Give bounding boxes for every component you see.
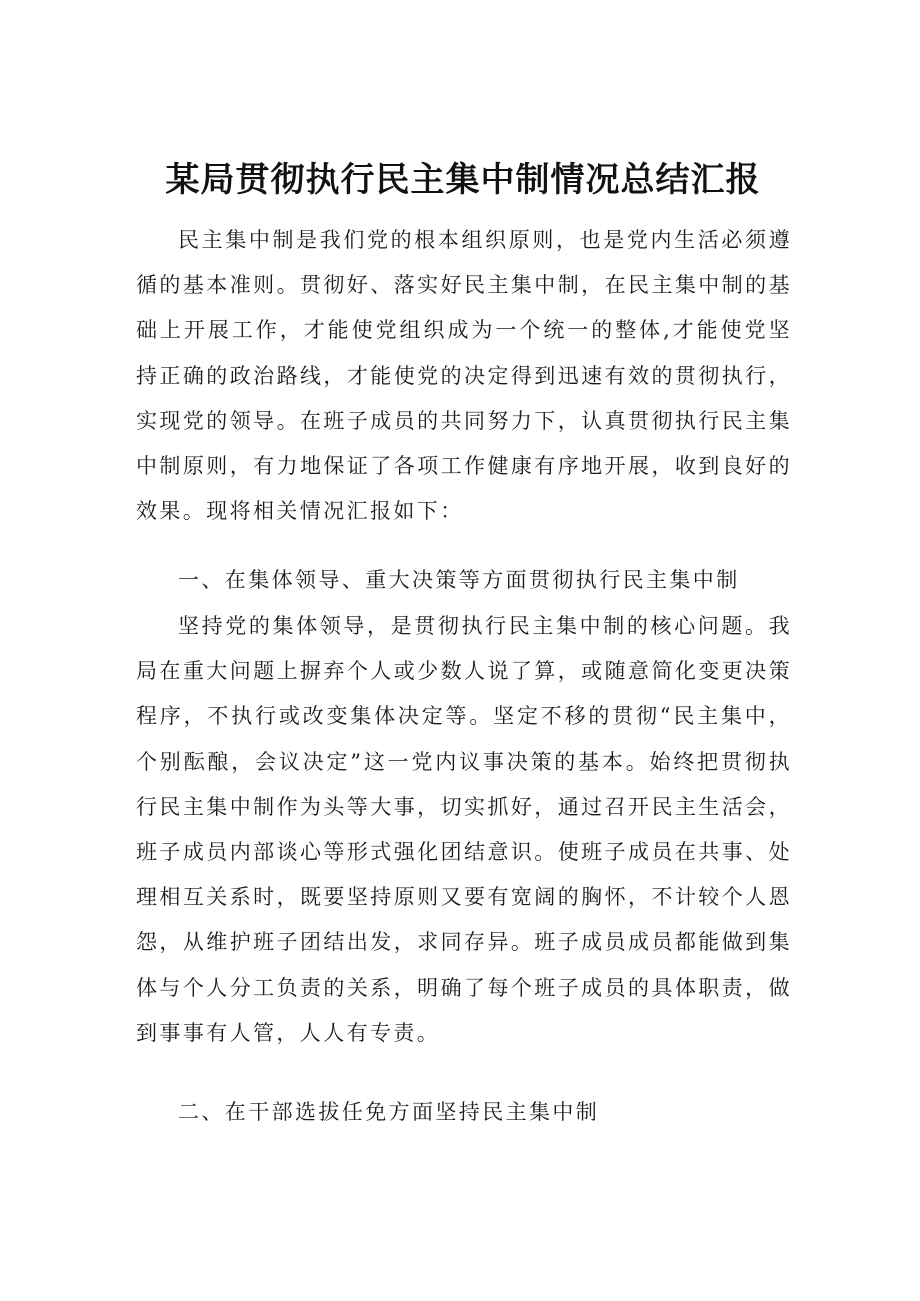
section-heading-1 (136, 558, 792, 603)
paragraph-intro-text: 民主集中制是我们党的根本组织原则，也是党内生活必须遵循的基本准则。贯彻好、落实好民主集中制，在民主集中制的基础上开展工作，才能使党组织成为一个统一的整体,才能使党坚持正确的政治路线，才能使党的决定得到迅速有效的贯彻执行，实现党的领导。在班子成员的共同努力下，认真贯彻执行民主集中制原则，有力地保证了各项工作健康有序地开展，收到良好的效果。现将相关情况汇报如下： (136, 228, 792, 524)
paragraph-section-1 (136, 604, 792, 1056)
section-heading-2 (136, 1090, 792, 1135)
paragraph-section-1-text: 坚持党的集体领导，是贯彻执行民主集中制的核心问题。我局在重大问题上摒弃个人或少数人说了算，或随意简化变更决策程序，不执行或改变集体决定等。坚定不移的贯彻“民主集中，个别酝酿，会议决定”这一党内议事决策的基本。始终把贯彻执行民主集中制作为头等大事，切实抓好，通过召开民主生活会，班子成员内部谈心等形式强化团结意识。使班子成员在共事、处理相互关系时，既要坚持原则又要有宽阔的胸怀，不计较个人恩怨，从维护班子团结出发，求同存异。班子成员成员都能做到集体与个人分工负责的关系，明确了每个班子成员的具体职责，做到事事有人管，人人有专责。 (136, 614, 792, 1045)
section-heading-1-text: 一、在集体领导、重大决策等方面贯彻执行民主集中制 (178, 568, 740, 592)
paragraph-intro (136, 218, 792, 534)
section-heading-2-text: 二、在干部选拔任免方面坚持民主集中制 (178, 1100, 600, 1124)
document-title: 某局贯彻执行民主集中制情况总结汇报 (165, 160, 761, 200)
